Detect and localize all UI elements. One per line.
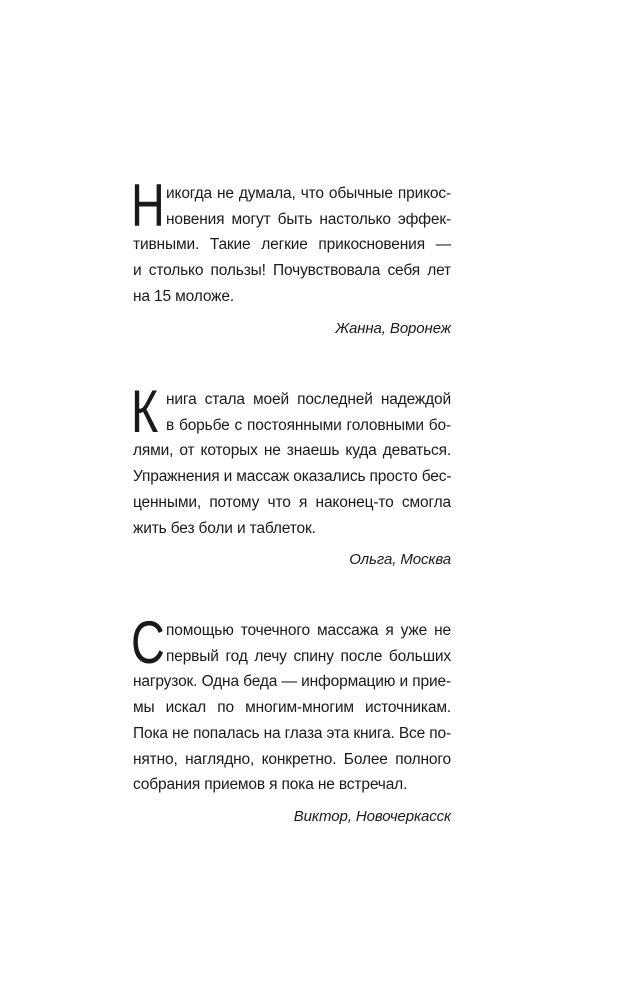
testimonial-quote <box>131 378 452 541</box>
drop-cap: С <box>131 609 165 676</box>
quote-line: нига стала моей последней надеждой <box>166 391 451 408</box>
drop-cap: Н <box>131 172 165 239</box>
quote-line: Пока не попалась на глаза эта книга. Все по- <box>133 724 451 742</box>
testimonial-quote <box>131 609 451 798</box>
quote-line: в борьбе с постоянными головными бо- <box>166 416 451 434</box>
quote-line: Упражнения и массаж оказались просто бес- <box>133 468 452 486</box>
quote-line: тивными. Такие легкие прикосновения — <box>133 236 451 254</box>
quote-line: нятно, наглядно, конкретно. Более полного <box>133 750 451 768</box>
quote-line: жить без боли и таблеток. <box>133 519 316 537</box>
quote-line: первый год лечу спину после больших <box>166 647 451 665</box>
quote-line: на 15 моложе. <box>133 287 234 305</box>
testimonial-1 <box>131 172 451 337</box>
quote-line: собрания приемов я пока не встречал. <box>133 776 408 794</box>
quote-line: помощью точечного массажа я уже не <box>166 622 451 639</box>
drop-cap: К <box>131 378 159 445</box>
quote-line: и столько пользы! Почувствовала себя лет <box>133 262 451 280</box>
quote-line: нагрузок. Одна беда — информацию и прие- <box>133 673 451 691</box>
testimonial-author: Жанна, Воронеж <box>335 319 451 337</box>
quote-line: новения могут быть настолько эффек- <box>166 210 451 228</box>
testimonial-author: Виктор, Новочеркасск <box>293 807 451 825</box>
quote-line: лями, от которых не знаешь куда деваться. <box>133 442 451 460</box>
quote-line: ценными, потому что я наконец-то смогла <box>133 493 451 511</box>
testimonial-2 <box>131 378 452 569</box>
testimonial-3 <box>131 609 451 825</box>
quote-line: мы искал по многим-многим источникам. <box>133 699 451 717</box>
quote-line: икогда не думала, что обычные прикос- <box>166 185 451 202</box>
testimonial-author: Ольга, Москва <box>349 551 451 569</box>
testimonial-quote <box>131 172 451 310</box>
